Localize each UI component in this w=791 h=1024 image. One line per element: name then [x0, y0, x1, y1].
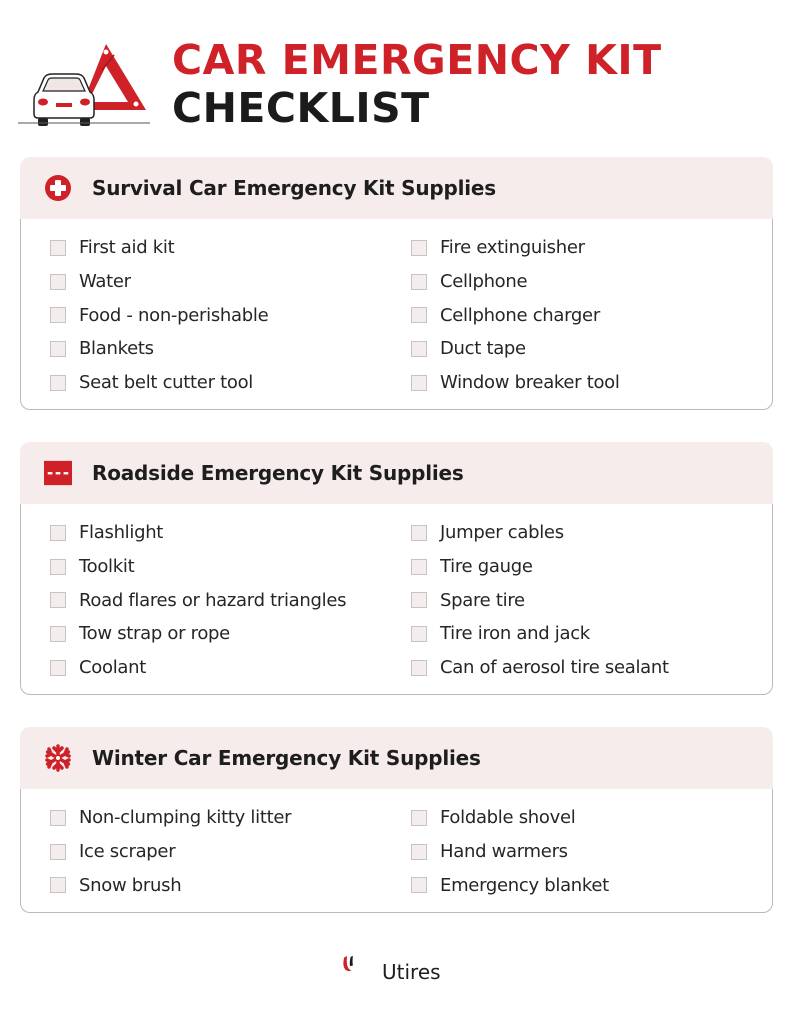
checklist-item[interactable]: Coolant — [50, 651, 411, 685]
checkbox[interactable] — [411, 626, 427, 642]
checklist-item[interactable]: Ice scraper — [50, 835, 411, 869]
checkbox[interactable] — [50, 592, 66, 608]
section-title: Survival Car Emergency Kit Supplies — [92, 176, 496, 200]
checklist-item[interactable]: First aid kit — [50, 231, 411, 265]
checklist-item[interactable]: Fire extinguisher — [411, 231, 620, 265]
checklist-item[interactable]: Blankets — [50, 332, 411, 366]
checkbox[interactable] — [50, 810, 66, 826]
checkbox[interactable] — [411, 844, 427, 860]
checklist-item[interactable]: Tire iron and jack — [411, 617, 669, 651]
checkbox[interactable] — [50, 559, 66, 575]
section-winter — [20, 727, 773, 913]
checklist-item[interactable]: Tow strap or rope — [50, 617, 411, 651]
checkbox[interactable] — [50, 525, 66, 541]
checkbox[interactable] — [50, 240, 66, 256]
snowflake-icon — [44, 744, 72, 772]
checklist-item[interactable]: Non-clumping kitty litter — [50, 801, 411, 835]
checkbox[interactable] — [50, 844, 66, 860]
checkbox[interactable] — [411, 525, 427, 541]
checklist-item[interactable]: Road flares or hazard triangles — [50, 583, 411, 617]
checkbox[interactable] — [411, 240, 427, 256]
checkbox[interactable] — [50, 660, 66, 676]
checkbox[interactable] — [411, 660, 427, 676]
checkbox[interactable] — [411, 274, 427, 290]
checkbox[interactable] — [50, 307, 66, 323]
road-icon — [44, 459, 72, 487]
first-aid-plus-icon — [44, 174, 72, 202]
checkbox[interactable] — [50, 626, 66, 642]
section-title: Winter Car Emergency Kit Supplies — [92, 746, 481, 770]
brand-name: Utires — [382, 960, 441, 984]
checklist-item[interactable]: Cellphone — [411, 265, 620, 299]
checklist — [20, 789, 773, 913]
page-title-line1: CAR EMERGENCY KIT — [172, 36, 662, 84]
section-header — [20, 442, 773, 504]
checklist-item[interactable]: Water — [50, 265, 411, 299]
checklist-item[interactable]: Duct tape — [411, 332, 620, 366]
checklist-item[interactable]: Window breaker tool — [411, 366, 620, 400]
checkbox[interactable] — [411, 810, 427, 826]
checklist-item[interactable]: Snow brush — [50, 868, 411, 902]
page-header — [0, 0, 791, 140]
checkbox[interactable] — [411, 559, 427, 575]
checklist-item[interactable]: Toolkit — [50, 550, 411, 584]
checkbox[interactable] — [411, 592, 427, 608]
page-title-line2: CHECKLIST — [172, 84, 430, 132]
checklist-item[interactable]: Hand warmers — [411, 835, 609, 869]
checklist — [20, 504, 773, 695]
checklist-item[interactable]: Jumper cables — [411, 516, 669, 550]
checklist-item[interactable]: Food - non-perishable — [50, 298, 411, 332]
checkbox[interactable] — [411, 375, 427, 391]
checkbox[interactable] — [411, 341, 427, 357]
section-header — [20, 157, 773, 219]
checkbox[interactable] — [50, 274, 66, 290]
checklist-item[interactable]: Foldable shovel — [411, 801, 609, 835]
checklist-item[interactable]: Spare tire — [411, 583, 669, 617]
checklist-item[interactable]: Emergency blanket — [411, 868, 609, 902]
checkbox[interactable] — [411, 307, 427, 323]
checklist — [20, 219, 773, 410]
section-roadside — [20, 442, 773, 695]
checkbox[interactable] — [50, 341, 66, 357]
section-header — [20, 727, 773, 789]
checklist-item[interactable]: Can of aerosol tire sealant — [411, 651, 669, 685]
car-with-warning-triangle-icon — [18, 40, 150, 130]
section-title: Roadside Emergency Kit Supplies — [92, 461, 464, 485]
checkbox[interactable] — [411, 877, 427, 893]
checkbox[interactable] — [50, 375, 66, 391]
checklist-item[interactable]: Seat belt cutter tool — [50, 366, 411, 400]
checklist-item[interactable]: Cellphone charger — [411, 298, 620, 332]
checkbox[interactable] — [50, 877, 66, 893]
section-survival — [20, 157, 773, 410]
utires-logo-icon — [342, 940, 382, 988]
checklist-item[interactable]: Flashlight — [50, 516, 411, 550]
checklist-item[interactable]: Tire gauge — [411, 550, 669, 584]
